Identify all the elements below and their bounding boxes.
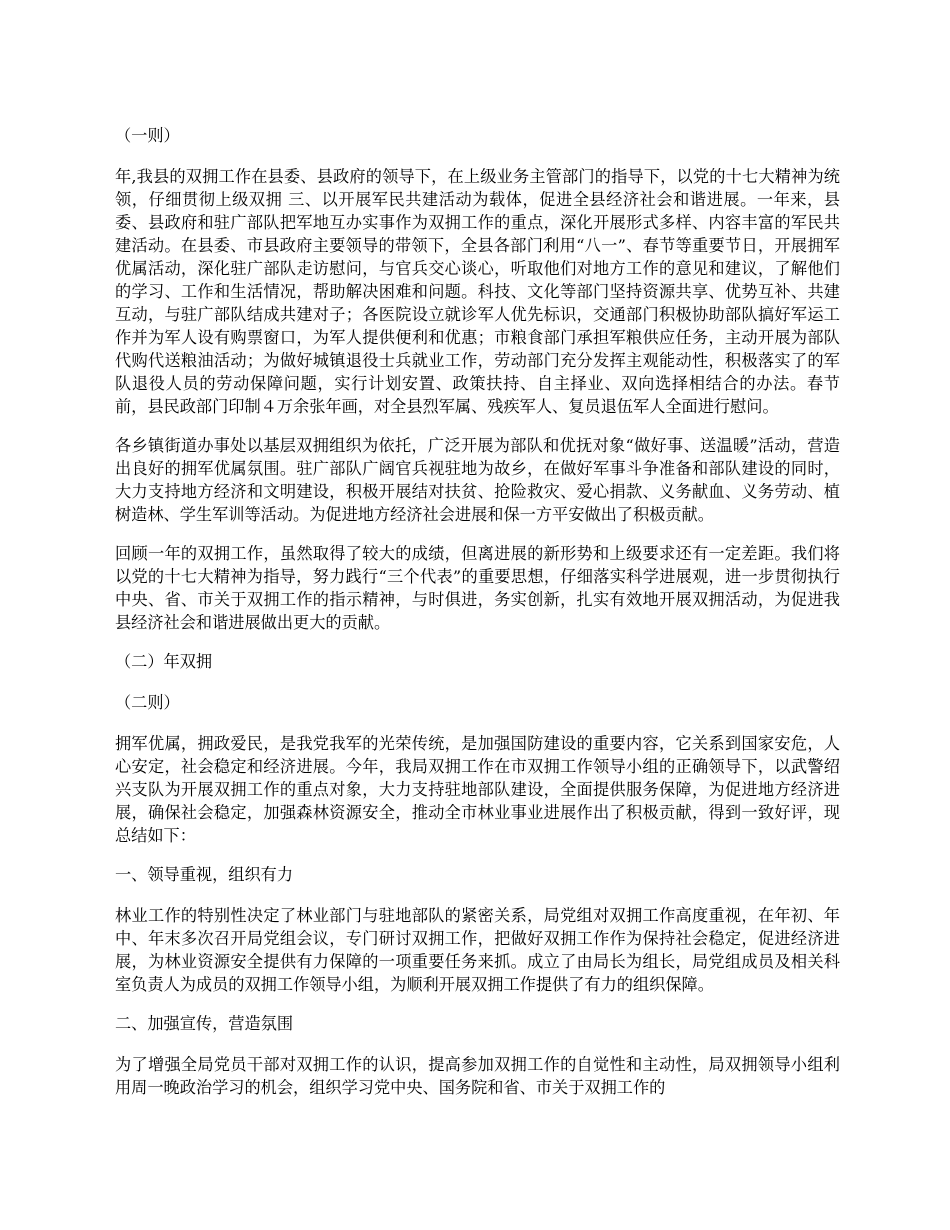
document-page (115, 124, 840, 1224)
paragraph-6: 为了增强全局党员干部对双拥工作的认识，提高参加双拥工作的自觉性和主动性，局双拥领导小组利用周一晚政治学习的机会，组织学习党中央、国务院和省、市关于双拥工作的 (115, 1055, 840, 1097)
section-heading-2: （二）年双拥 (115, 652, 213, 671)
section-heading-3: （二则） (115, 693, 180, 712)
paragraph-4: 拥军优属，拥政爱民，是我党我军的光荣传统，是加强国防建设的重要内容，它关系到国家安危，人心安定，社会稳定和经济进展。今年，我局双拥工作在市双拥工作领导小组的正确领导下，以武警绍兴支队为开展双拥工作的重点对象，大力支持驻地部队建设，全面提供服务保障，为促进地方经济进展，确保社会稳定，加强森林资源安全，推动全市林业事业进展作出了积极贡献，得到一致好评，现总结如下： (115, 734, 840, 845)
subheading-leadership: 一、领导重视，组织有力 (115, 865, 294, 884)
paragraph-2: 各乡镇街道办事处以基层双拥组织为依托，广泛开展为部队和优抚对象“做好事、送温暖”活动，营造出良好的拥军优属氛围。驻广部队广阔官兵视驻地为故乡，在做好军事斗争准备和部队建设的同时，大力支持地方经济和文明建设，积极开展结对扶贫、抢险救灾、爱心捐款、义务献血、义务劳动、植树造林、学生军训等活动。为促进地方经济社会进展和保一方平安做出了积极贡献。 (115, 436, 840, 524)
paragraph-3: 回顾一年的双拥工作，虽然取得了较大的成绩，但离进展的新形势和上级要求还有一定差距。我们将以党的十七大精神为指导，努力践行“三个代表”的重要思想，仔细落实科学进展观，进一步贯彻执行中央、省、市关于双拥工作的指示精神，与时俱进，务实创新，扎实有效地开展双拥活动，为促进我县经济社会和谐进展做出更大的贡献。 (115, 544, 840, 632)
paragraph-1: 年,我县的双拥工作在县委、县政府的领导下，在上级业务主管部门的指导下，以党的十七大精神为统领，仔细贯彻上级双拥 三、以开展军民共建活动为载体，促进全县经济社会和谐进展。一年来，县委、县政府和驻广部队把军地互办实事作为双拥工作的重点，深化开展形式多样、内容丰富的军民共建活动。在县委、市县政府主要领导的带领下，全县各部门利用“八一”、春节等重要节日，开展拥军优属活动，深化驻广部队走访慰问，与官兵交心谈心，听取他们对地方工作的意见和建议，了解他们的学习、工作和生活情况，帮助解决困难和问题。科技、文化等部门坚持资源共享、优势互补、共建互动，与驻广部队结成共建对子；各医院设立就诊军人优先标识，交通部门积极协助部队搞好军运工作并为军人设有购票窗口，为军人提供便利和优惠；市粮食部门承担军粮供应任务，主动开展为部队代购代送粮油活动；为做好城镇退役士兵就业工作，劳动部门充分发挥主观能动性，积极落实了的军队退役人员的劳动保障问题，实行计划安置、政策扶持、自主择业、双向选择相结合的办法。春节前，县民政部门印制４万余张年画，对全县烈军属、残疾军人、复员退伍军人全面进行慰问。 (115, 167, 840, 416)
subheading-publicity: 二、加强宣传，营造氛围 (115, 1014, 294, 1033)
paragraph-5: 林业工作的特别性决定了林业部门与驻地部队的紧密关系，局党组对双拥工作高度重视，在年初、年中、年末多次召开局党组会议，专门研讨双拥工作，把做好双拥工作作为保持社会稳定，促进经济进展，为林业资源安全提供有力保障的一项重要任务来抓。成立了由局长为组长，局党组成员及相关科室负责人为成员的双拥工作领导小组，为顺利开展双拥工作提供了有力的组织保障。 (115, 906, 840, 994)
section-heading-1: （一则） (115, 126, 180, 145)
